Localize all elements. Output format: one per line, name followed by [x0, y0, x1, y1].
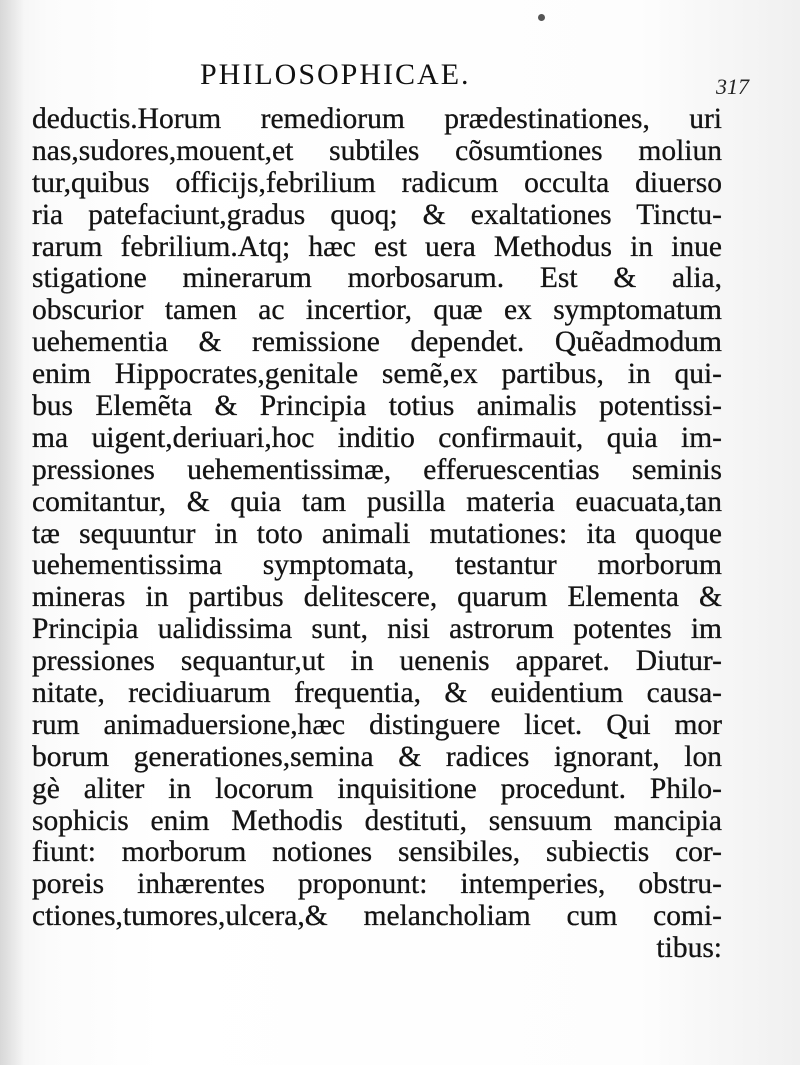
text-line: ctiones,tumores,ulcera,& melancholiam cum comi- — [32, 901, 722, 933]
text-line: fiunt: morborum notiones sensibiles, subiectis cor- — [32, 837, 722, 869]
text-line: obscurior tamen ac incertior, quæ ex symptomatum — [32, 295, 722, 327]
page-gutter-shadow — [0, 0, 24, 1065]
text-line: rarum febrilium.Atq; hæc est uera Methodus in inue — [32, 231, 722, 263]
text-line: tur,quibus officijs,febrilium radicum occulta diuerso — [32, 167, 722, 199]
text-line: sophicis enim Methodis destituti, sensuum mancipia — [32, 805, 722, 837]
text-line: bus Elemẽta & Principia totius animalis potentissi- — [32, 391, 722, 423]
text-line: stigatione minerarum morbosarum. Est & alia, — [32, 263, 722, 295]
text-line: nas,sudores,mouent,et subtiles cõsumtiones moliun — [32, 135, 722, 167]
text-line: uehementissima symptomata, testantur morborum — [32, 550, 722, 582]
text-line: mineras in partibus delitescere, quarum Elementa & — [32, 582, 722, 614]
text-line: deductis.Horum remediorum prædestinationes, uri — [32, 104, 722, 135]
text-line: comitantur, & quia tam pusilla materia euacuata,tan — [32, 486, 722, 518]
text-line: rum animaduersione,hæc distinguere licet. Qui mor — [32, 709, 722, 741]
text-line: poreis inhærentes proponunt: intemperies, obstru- — [32, 869, 722, 901]
text-line: nitate, recidiuarum frequentia, & euidentium causa- — [32, 678, 722, 710]
text-line: ria patefaciunt,gradus quoq; & exaltationes Tinctu- — [32, 199, 722, 231]
text-line: tæ sequuntur in toto animali mutationes: ita quoque — [32, 518, 722, 550]
text-line: enim Hippocrates,genitale semẽ,ex partibus, in qui- — [32, 359, 722, 391]
text-line: Principia ualidissima sunt, nisi astrorum potentes im — [32, 614, 722, 646]
page-number: 317 — [716, 74, 749, 99]
text-line: ma uigent,deriuari,hoc inditio confirmauit, quia im- — [32, 422, 722, 454]
running-head: PHILOSOPHICAE. — [200, 58, 471, 91]
ink-spot — [538, 14, 545, 21]
text-line: pressiones uehementissimæ, efferuescentias seminis — [32, 454, 722, 486]
text-line: tibus: — [656, 933, 722, 965]
text-line: borum generationes,semina & radices ignorant, lon — [32, 741, 722, 773]
text-block — [32, 104, 722, 965]
text-line: gè aliter in locorum inquisitione procedunt. Philo- — [32, 773, 722, 805]
text-line: uehementia & remissione dependet. Quẽadmodum — [32, 327, 722, 359]
text-line: pressiones sequantur,ut in uenenis apparet. Diutur- — [32, 646, 722, 678]
